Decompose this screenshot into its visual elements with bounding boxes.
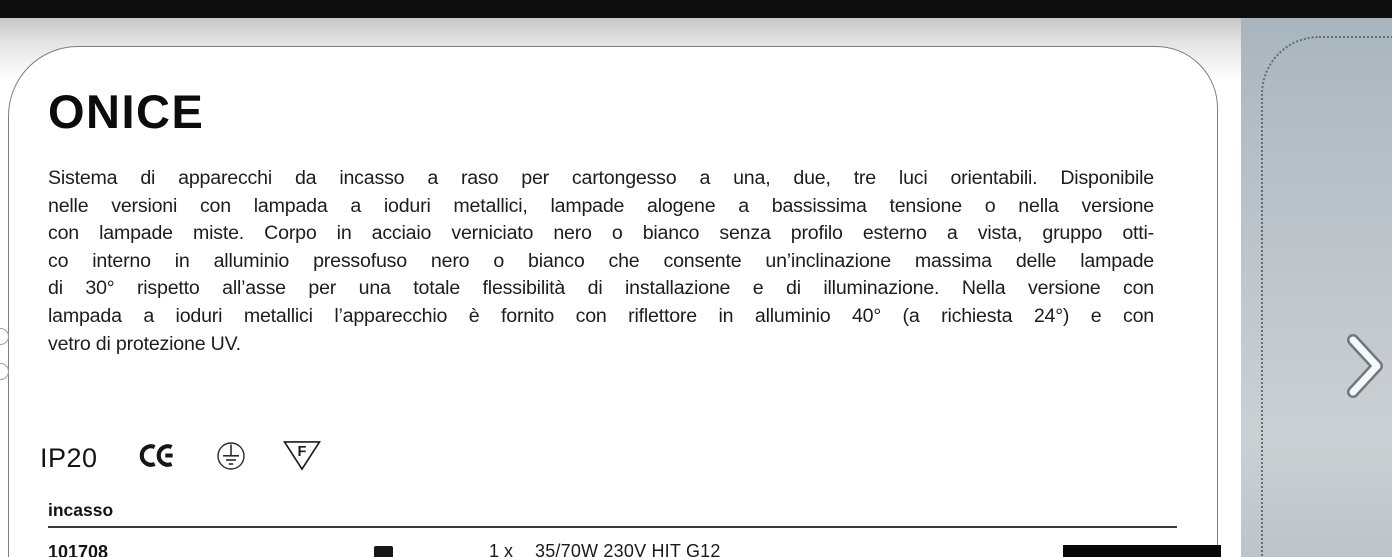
next-page-chevron-icon[interactable] — [1341, 328, 1391, 404]
description-line: vetro di protezione UV. — [48, 332, 241, 355]
product-code: 101708 — [48, 542, 109, 557]
product-photo — [1241, 18, 1392, 557]
svg-text:F: F — [297, 443, 306, 460]
earth-ground-icon — [216, 441, 246, 476]
description-line: Sistema di apparecchi da incasso a raso per cartongesso a una, due, tre luci orientabili. Disponibile — [48, 167, 1154, 189]
ip-rating-label: IP20 — [40, 442, 98, 473]
certification-row — [40, 438, 322, 478]
top-black-bar — [0, 0, 1392, 18]
description-line: co interno in alluminio pressofuso nero o bianco che consente un’inclinazione massima delle lampade — [48, 249, 1154, 272]
page-title: ONICE — [48, 85, 205, 138]
product-description — [48, 165, 1154, 358]
description-line: lampada a ioduri metallici l’apparecchio è fornito con riflettore in alluminio 40° (a richiesta 24°) e con — [48, 304, 1154, 327]
lamp-swatch-icon — [374, 546, 393, 557]
description-line: di 30° rispetto all’asse per una totale flessibilità di installazione e di illuminazione. Nella versione con — [48, 277, 1154, 300]
description-line: nelle versioni con lampada a ioduri metallici, lampade alogene a bassissima tensione o nella versione — [48, 194, 1154, 217]
ce-mark-icon — [138, 441, 178, 475]
product-thumbnail — [1063, 545, 1221, 557]
lamp-quantity: 1 x — [489, 541, 514, 557]
f-mark-icon — [282, 439, 322, 477]
lamp-spec: 35/70W 230V HIT G12 — [535, 541, 721, 557]
recess-dotted-outline — [1261, 36, 1392, 557]
description-line: con lampade miste. Corpo in acciaio verniciato nero o bianco senza profilo esterno a vista, gruppo otti- — [48, 222, 1154, 245]
section-label-incasso: incasso — [48, 500, 114, 520]
section-divider — [48, 526, 1177, 528]
